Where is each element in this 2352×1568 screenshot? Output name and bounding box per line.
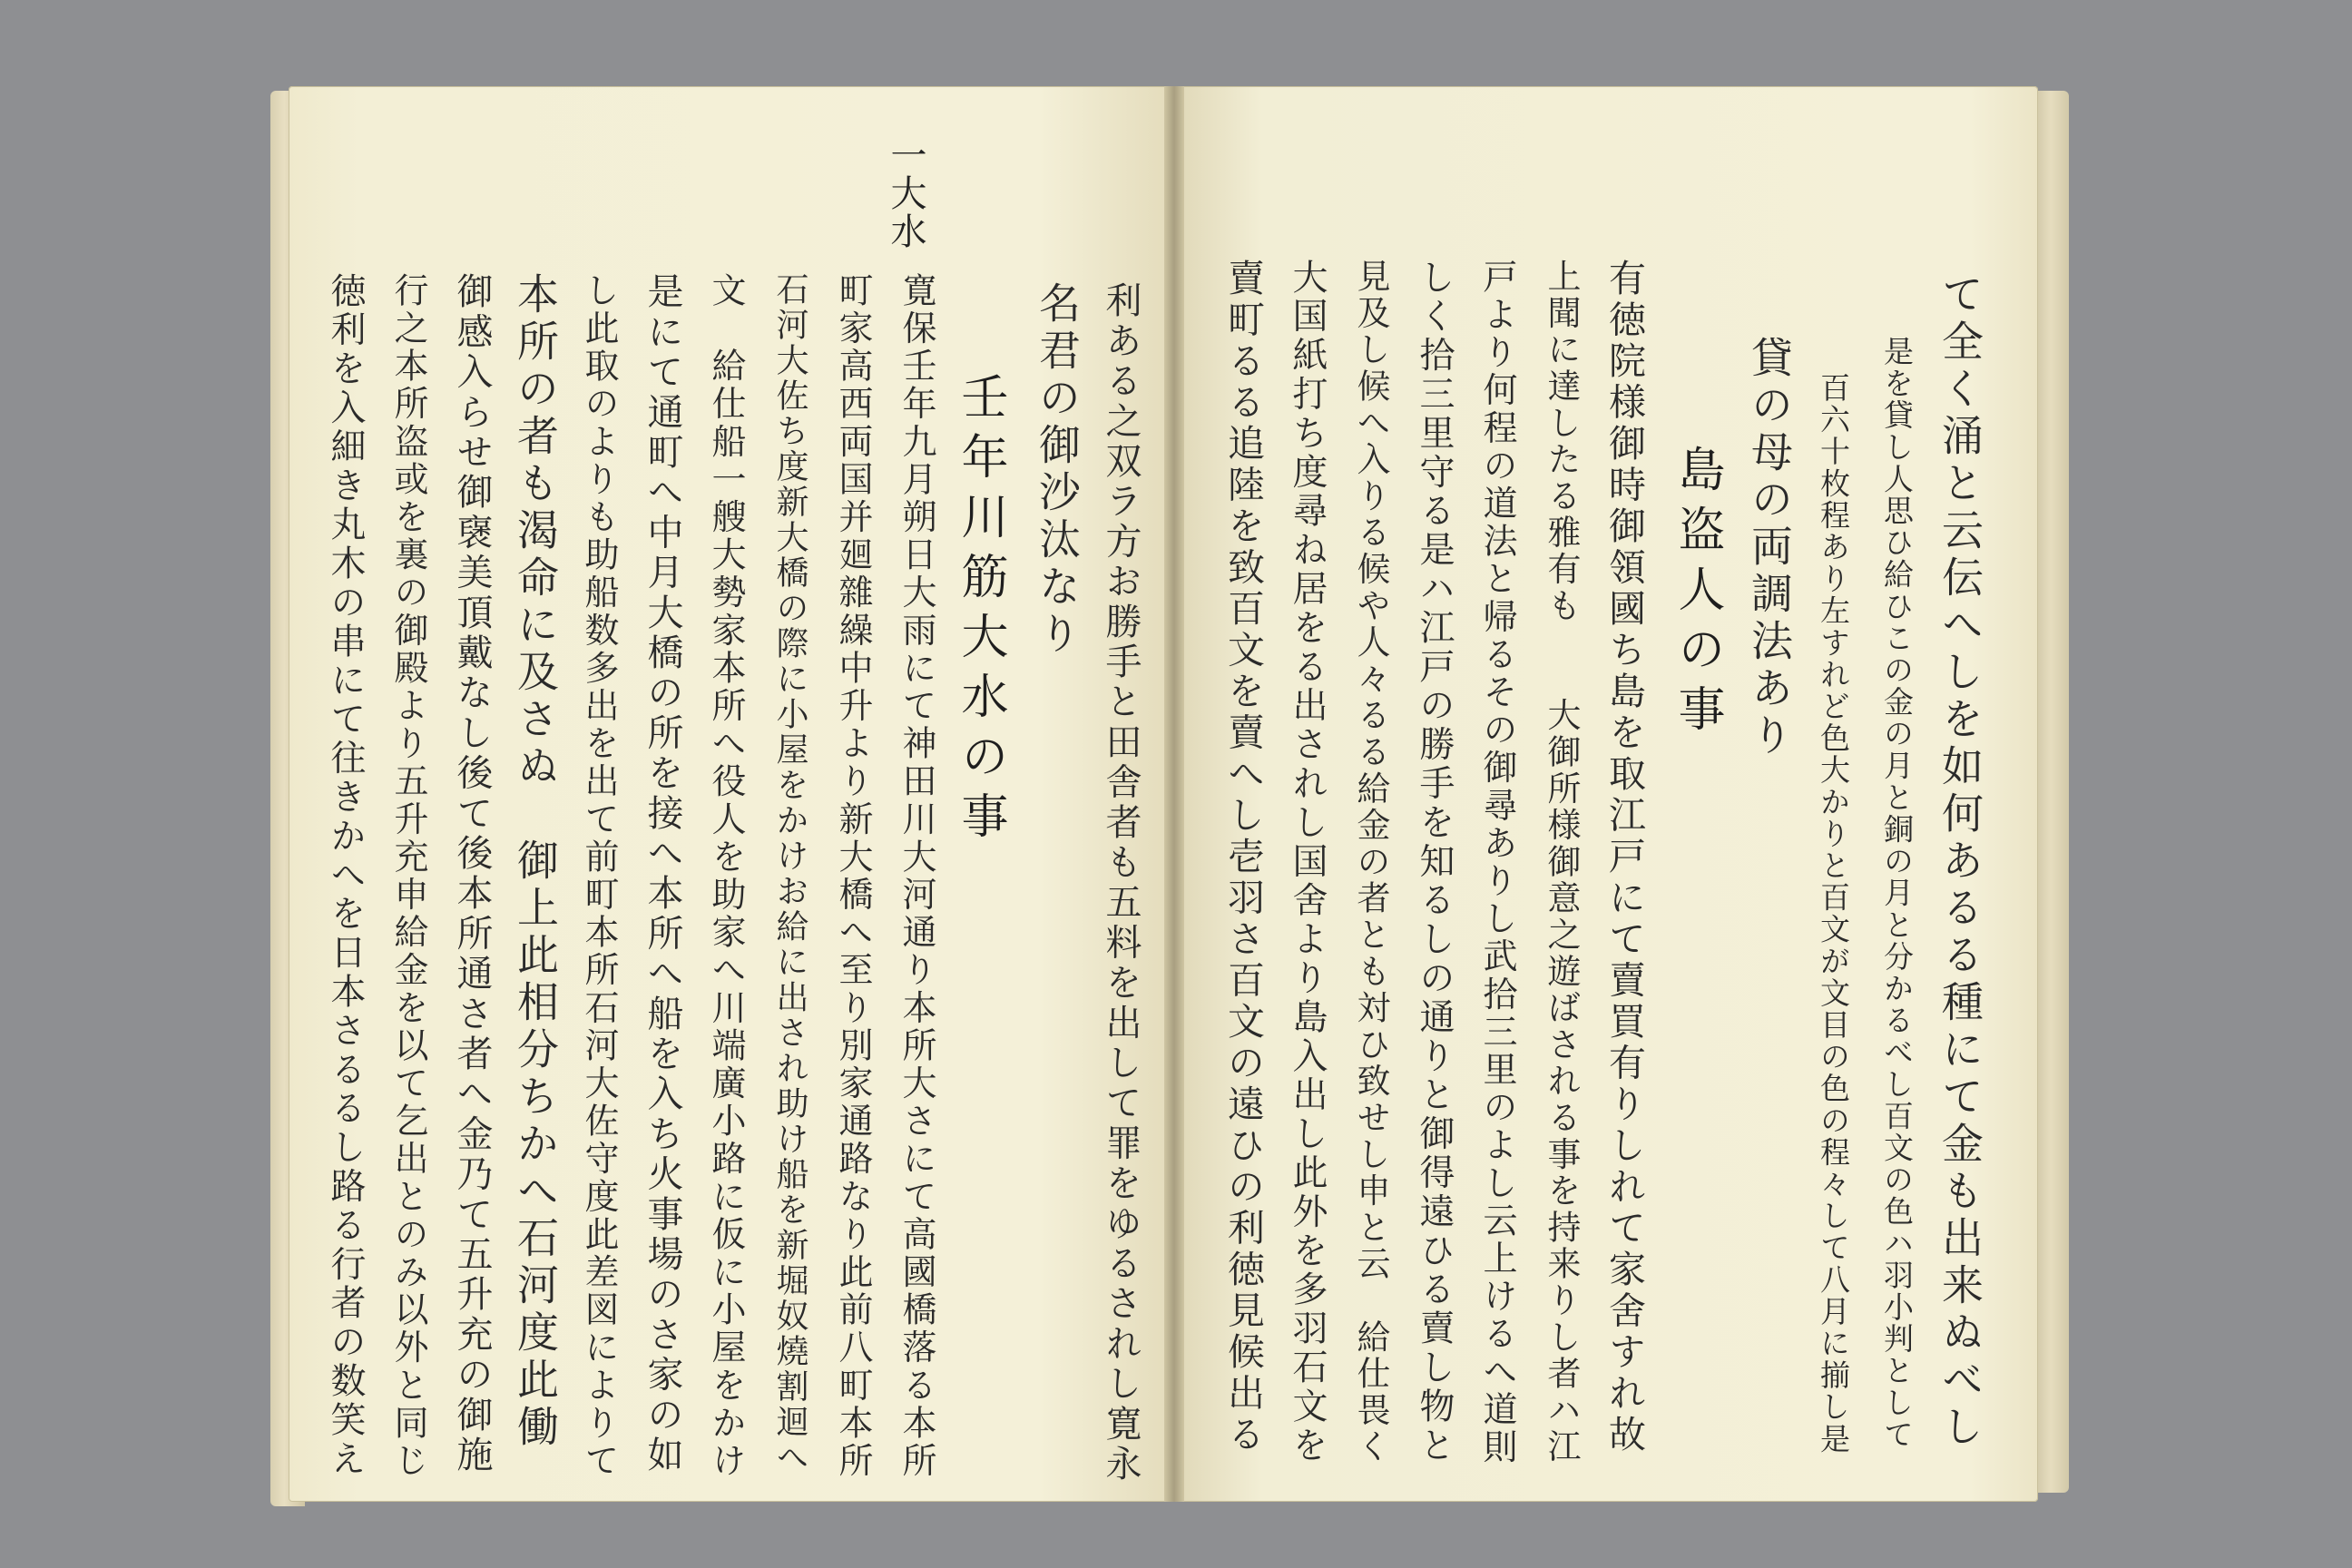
right-column-12: 賣町るる追陸を致百文を賣へし壱羽さ百文の遠ひの利徳見候出る [1221, 259, 1265, 1456]
right-column-4: 貸の母の両調法あり [1745, 336, 1794, 760]
right-column-1: て全く涌と云伝へしを如何あるる種にて金も出来ぬべし [1936, 272, 1984, 1452]
left-column-9: し此取のよりも助船数多出を出て前町本所石河大佐守度此差図によりて [579, 272, 619, 1481]
right-column-9: しく拾三里守る是ハ江戸の勝手を知るしの通りと御得遠ひる賣し物と [1414, 259, 1455, 1465]
left-column-13: 徳利を入細き丸木の串にて往きかへを日本さるるし路る行者の数笑え [325, 272, 366, 1479]
left-column-4: 寛保壬年九月朔日大雨にて神田川大河通り本所大さにて高國橋落る本所 [897, 272, 936, 1481]
left-column-10: 本所の者も渴命に及さぬ 御上此相分ちかへ石河度此働 [511, 272, 560, 1452]
right-column-7: 上聞に達したる雅有も 大御所様御意之遊ばされる事を持来りし者ハ江 [1542, 259, 1581, 1465]
left-column-12: 行之本所盗或を裏の御殿より五升充申給金を以て乞出とのみ以外と同じ [388, 272, 428, 1481]
right-column-6: 有徳院様御時御領國ち島を取江戸にて賣買有りしれて家舍すれ故 [1602, 259, 1646, 1456]
left-column-6: 石河大佐ち度新大橋の際に小屋をかけお給に出され助け船を新堀奴燒割迴へ [771, 272, 808, 1475]
right-column-2: 是を貸し人思ひ給ひこの金の月と銅の月と分かるべし百文の色ハ羽小判として [1879, 336, 1915, 1451]
left-column-8: 是にて通町へ中月大橋の所を接へ本所へ船を入ち火事場のさ家の如 [642, 272, 683, 1475]
left-column-7: 文 給仕船一艘大勢家本所へ役人を助家へ川端廣小路に仮に小屋をかけ [706, 272, 746, 1481]
right-column-8: 戸より何程の道法と帰るその御尋ありし武拾三里のよし云上けるへ道則 [1477, 259, 1517, 1467]
running-head: 一大水 [885, 136, 926, 250]
right-column-10: 見及し候へ入りる候や人々るる給金の者とも対ひ致せし申と云 給仕畏く [1351, 259, 1390, 1465]
right-column-11: 大国紙打ち度尋ね居をる出されし国舍より島入出し此外を多羽石文を [1287, 259, 1328, 1465]
left-column-5: 町家高西両国并廻雜繰中升より新大橋へ至り別家通路なり此前八町本所 [833, 272, 873, 1481]
left-column-11: 御感入らせ御襃美頂戴なし後て後本所通さ者へ金乃て五升充の御施 [451, 272, 493, 1475]
right-page-edge [2033, 91, 2069, 1493]
section-heading-flood: 壬年川筋大水の事 [953, 372, 1007, 851]
section-heading-island-thief: 島盗人の事 [1670, 445, 1724, 744]
book-gutter [1164, 86, 1184, 1502]
left-column-2: 名君の御沙汰なり [1033, 281, 1082, 659]
left-column-1: 利ある之双ラ方お勝手と田舎者も五料を出して罪をゆるされし寛永 [1100, 281, 1142, 1485]
right-column-3: 百六十枚程あり左すれど色大かりと百文が文目の色の程々して八月に揃し是 [1816, 372, 1851, 1455]
